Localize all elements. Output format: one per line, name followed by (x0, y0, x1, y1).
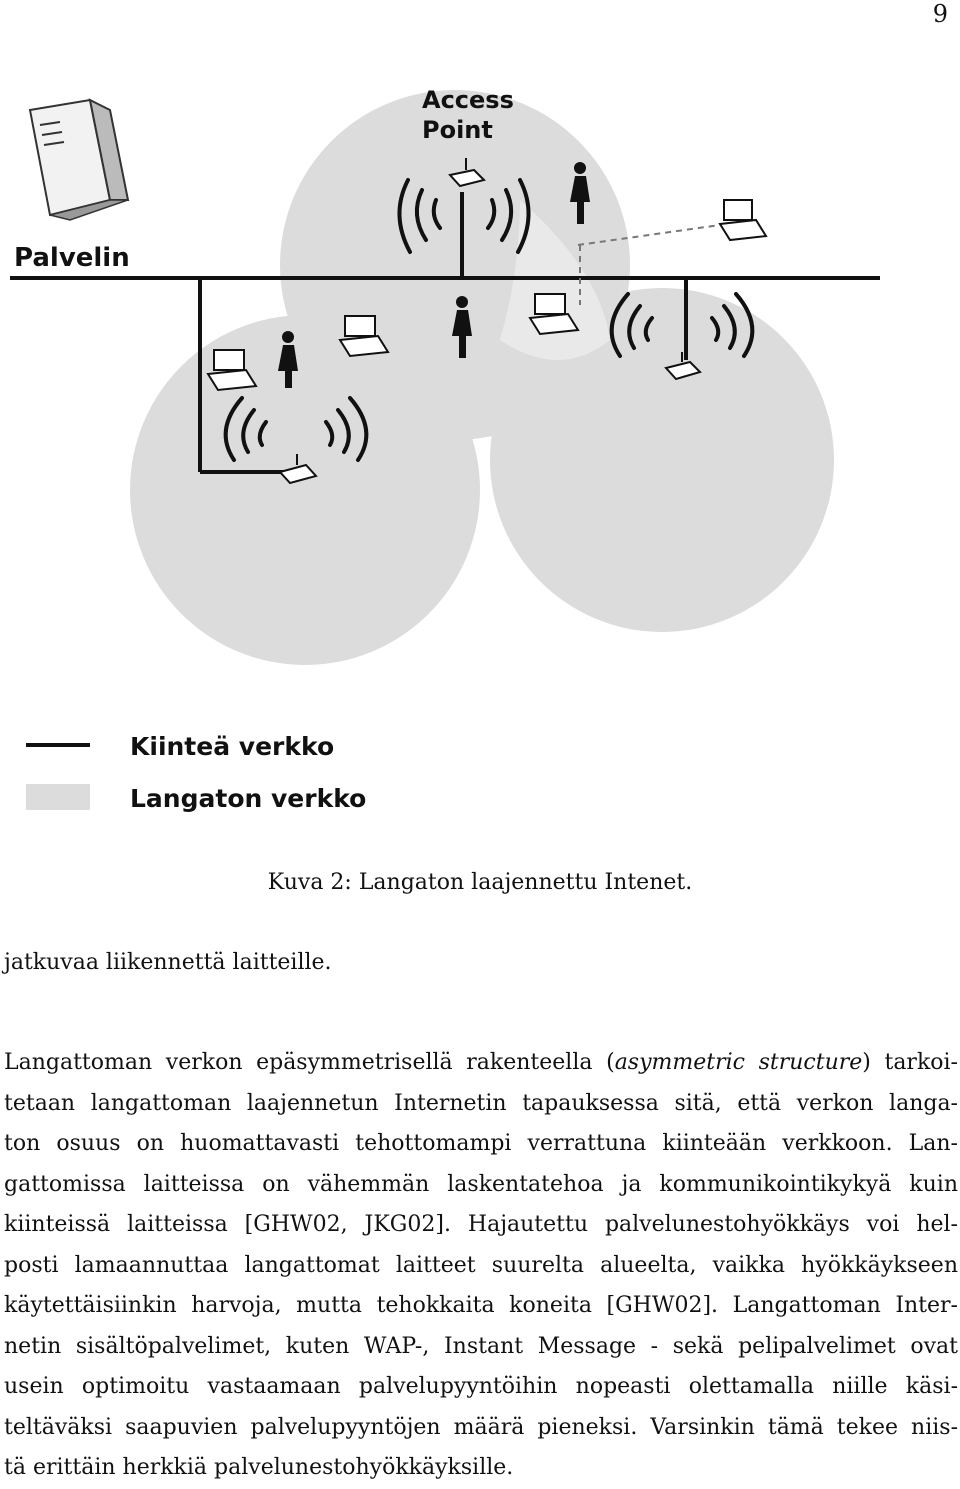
legend-wireless-swatch (26, 784, 90, 810)
page-number: 9 (932, 0, 948, 28)
server-label: Palvelin (14, 243, 130, 273)
paragraph-line-9: usein optimoitu vastaamaan palvelupyyntöihin nopeasti olettamalla niille käsi- (4, 1374, 958, 1399)
paragraph-line-10: teltäväksi saapuvien palvelupyyntöjen määrä pieneksi. Varsinkin tämä tekee niis- (4, 1414, 958, 1440)
paragraph-line-6: posti lamaannuttaa langattomat laitteet suurelta alueelta, vaikka hyökkäykseen (4, 1252, 958, 1278)
paragraph-line-7: käytettäisiinkin harvoja, mutta tehokkaita koneita [GHW02]. Langattoman Inter- (4, 1293, 958, 1318)
continuation-text: jatkuvaa liikennettä laitteille. (4, 950, 332, 975)
access-point-label-line1: Access (422, 86, 514, 114)
paragraph-line-5: kiinteissä laitteissa [GHW02, JKG02]. Hajautettu palvelunestohyökkäys voi hel- (4, 1212, 958, 1237)
paragraph-line-1: Langattoman verkon epäsymmetrisellä rakenteella (asymmetric structure) tarkoi- (4, 1050, 958, 1075)
legend-wired-label: Kiinteä verkko (130, 732, 335, 761)
paragraph-line-4: gattomissa laitteissa on vähemmän laskentatehoa ja kommunikointikykyä kuin (4, 1171, 958, 1197)
term-asymmetric-structure: asymmetric structure (614, 1050, 863, 1075)
legend-wireless-label: Langaton verkko (130, 784, 367, 813)
paragraph-line-8: netin sisältöpalvelimet, kuten WAP-, Instant Message - sekä pelipalvelimet ovat (4, 1333, 958, 1359)
paragraph-line-2: tetaan langattoman laajennetun Internetin tapauksessa sitä, että verkon langa- (4, 1090, 958, 1116)
body-paragraph (4, 1043, 958, 1489)
access-point-label-line2: Point (422, 116, 493, 144)
network-figure (0, 40, 900, 840)
paragraph-line-3: ton osuus on huomattavasti tehottomampi verrattuna kiinteään verkkoon. Lan- (4, 1131, 958, 1156)
coverage-circle-left (130, 315, 480, 665)
figure-caption: Kuva 2: Langaton laajennettu Intenet. (267, 870, 693, 895)
paragraph-line-11: tä erittäin herkkiä palvelunestohyökkäyksille. (4, 1455, 514, 1480)
network-diagram (0, 40, 900, 840)
